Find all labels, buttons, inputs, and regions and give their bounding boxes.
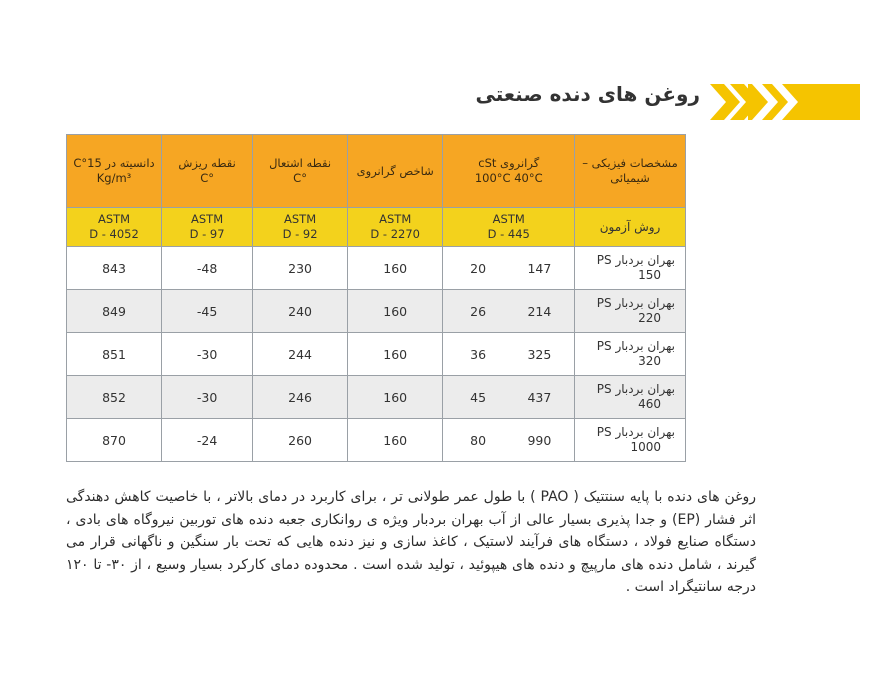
method-pour: ASTM D - 97	[162, 208, 253, 247]
vi-cell: 160	[348, 376, 443, 419]
product-panel	[18, 72, 860, 624]
table-row	[67, 333, 686, 376]
method-label: روش آزمون	[575, 208, 686, 247]
flash-cell: 244	[253, 333, 348, 376]
density-cell: 849	[67, 290, 162, 333]
table-header-row	[67, 135, 686, 208]
table-row	[67, 376, 686, 419]
method-vi: ASTM D - 2270	[348, 208, 443, 247]
pour-cell: -30	[162, 333, 253, 376]
vi-cell: 160	[348, 333, 443, 376]
product-name: بهران بردبار PS 320	[575, 333, 686, 376]
viscosity-cell: 26 214	[443, 290, 575, 333]
chevron-arrows-icon	[710, 84, 860, 120]
table-row	[67, 290, 686, 333]
method-density: ASTM D - 4052	[67, 208, 162, 247]
header-density: دانسیته در 15°C Kg/m³	[67, 135, 162, 208]
pour-cell: -30	[162, 376, 253, 419]
density-cell: 843	[67, 247, 162, 290]
table-row	[67, 247, 686, 290]
title-bar	[18, 80, 860, 120]
viscosity-cell: 36 325	[443, 333, 575, 376]
header-pour: نقطه ریزش °C	[162, 135, 253, 208]
flash-cell: 260	[253, 419, 348, 462]
method-row	[67, 208, 686, 247]
description-paragraph: روغن های دنده با پایه سنتتیک ( PAO ) با طول عمر طولانی تر ، برای کاربرد در دمای بالاتر ، با خاصیت کاهش دهندگی اثر فشار (EP) و جدا پذیری بسیار عالی از آب بهران بردبار ویژه ی روانکاری جعبه دنده های توربین نیروگاه های بادی ، دستگاه صنایع فولاد ، دستگاه های فرآیند لاستیک ، کاغذ سازی و نیز دنده هایی که تحت بار سنگین و ناگهانی قرار می گیرند ، شامل دنده های مارپیچ و دنده های هیپوئید ، تولید شده است . محدوده دمای کارکرد بسیار وسیع ، از ۳۰- تا ۱۲۰ درجه سانتیگراد است .	[66, 489, 756, 595]
pour-cell: -24	[162, 419, 253, 462]
page-title: روغن های دنده صنعتی	[475, 82, 700, 106]
header-props: مشخصات فیزیکی –شیمیائی	[575, 135, 686, 208]
method-viscosity: ASTM D - 445	[443, 208, 575, 247]
density-cell: 852	[67, 376, 162, 419]
product-name: بهران بردبار PS 1000	[575, 419, 686, 462]
product-name: بهران بردبار PS 220	[575, 290, 686, 333]
method-flash: ASTM D - 92	[253, 208, 348, 247]
vi-cell: 160	[348, 290, 443, 333]
header-viscosity: گرانروی cSt 100°C 40°C	[443, 135, 575, 208]
density-cell: 851	[67, 333, 162, 376]
product-name: بهران بردبار PS 460	[575, 376, 686, 419]
flash-cell: 240	[253, 290, 348, 333]
header-vi: شاخص گرانروی	[348, 135, 443, 208]
pour-cell: -45	[162, 290, 253, 333]
vi-cell: 160	[348, 419, 443, 462]
table-row	[67, 419, 686, 462]
product-name: بهران بردبار PS 150	[575, 247, 686, 290]
pour-cell: -48	[162, 247, 253, 290]
density-cell: 870	[67, 419, 162, 462]
viscosity-cell: 20 147	[443, 247, 575, 290]
flash-cell: 246	[253, 376, 348, 419]
spec-table	[66, 134, 686, 462]
vi-cell: 160	[348, 247, 443, 290]
flash-cell: 230	[253, 247, 348, 290]
viscosity-cell: 80 990	[443, 419, 575, 462]
viscosity-cell: 45 437	[443, 376, 575, 419]
header-flash: نقطه اشتعال °C	[253, 135, 348, 208]
